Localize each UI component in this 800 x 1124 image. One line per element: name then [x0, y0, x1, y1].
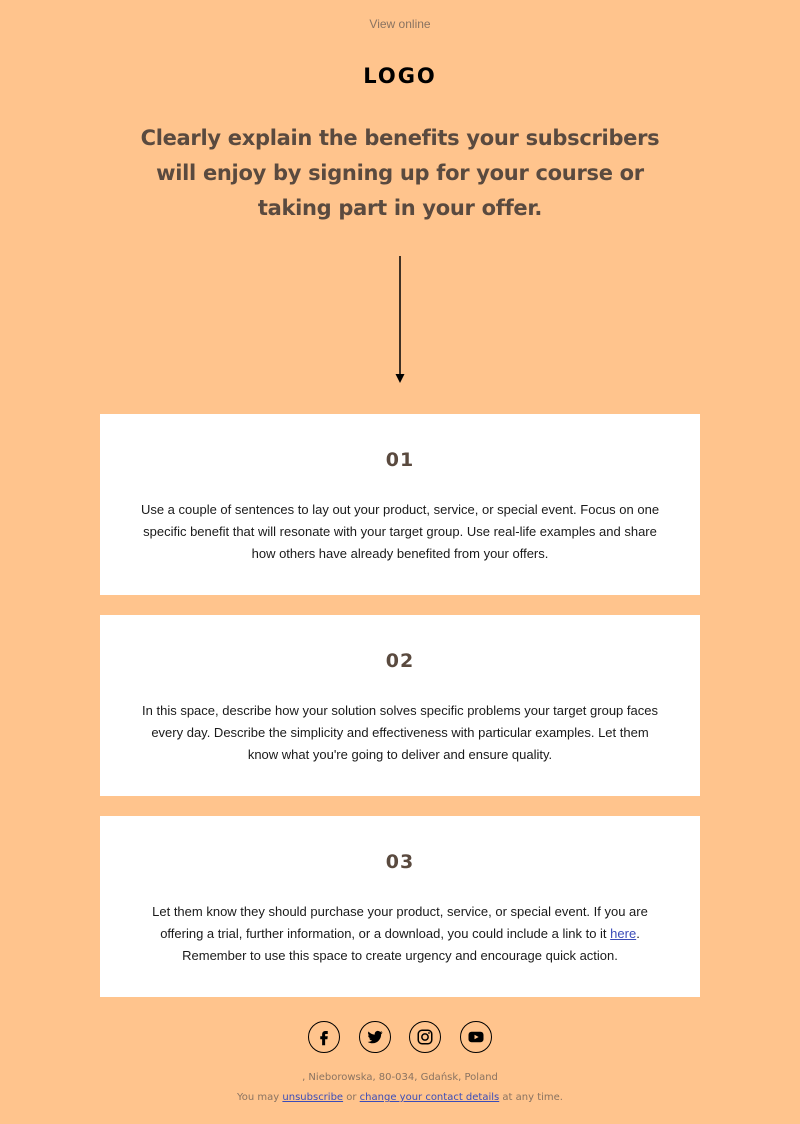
arrow-down-icon [394, 256, 406, 384]
facebook-button[interactable] [308, 1021, 340, 1053]
instagram-button[interactable] [409, 1021, 441, 1053]
footer-text: at any time. [499, 1092, 563, 1103]
benefit-card-2 [100, 615, 700, 796]
footer-text: You may [237, 1092, 283, 1103]
card-text-after: . Remember to use this space to create urgency and encourage quick action. [182, 926, 640, 963]
view-online-link[interactable]: View online [369, 17, 431, 31]
headline: Clearly explain the benefits your subscribers will enjoy by signing up for your course or taking part in your offer. [140, 126, 660, 220]
card-number: 02 [385, 650, 415, 672]
footer-text: or [343, 1092, 360, 1103]
card-text: In this space, describe how your solution solves specific problems your target group faces every day. Describe the simplicity and effectiveness with particular examples. Let them know what you're going to deliver and ensure quality. [142, 703, 658, 762]
change-contact-details-link[interactable]: change your contact details [359, 1092, 500, 1103]
card-text-before: Let them know they should purchase your product, service, or special event. If you are offering a trial, further information, or a download, you could include a link to it [152, 904, 648, 941]
youtube-button[interactable] [460, 1021, 492, 1053]
benefit-card-1 [100, 414, 700, 595]
card-text: Use a couple of sentences to lay out your product, service, or special event. Focus on one specific benefit that will resonate with your target group. Use real-life examples and share how others have already benefited from your offers. [140, 502, 660, 561]
card-number: 03 [385, 851, 415, 873]
logo: LOGO [363, 64, 437, 88]
unsubscribe-link[interactable]: unsubscribe [282, 1092, 344, 1103]
youtube-icon [466, 1028, 486, 1046]
card-text [140, 901, 660, 967]
twitter-icon [366, 1028, 384, 1046]
facebook-icon [315, 1028, 333, 1046]
here-link[interactable]: here [610, 926, 637, 941]
social-links [308, 1021, 492, 1053]
footer-unsubscribe-line [0, 1092, 800, 1103]
benefit-card-3 [100, 816, 700, 997]
card-number: 01 [385, 449, 415, 471]
twitter-button[interactable] [359, 1021, 391, 1053]
instagram-icon [416, 1028, 434, 1046]
footer-address: , Nieborowska, 80-034, Gdańsk, Poland [302, 1072, 498, 1083]
